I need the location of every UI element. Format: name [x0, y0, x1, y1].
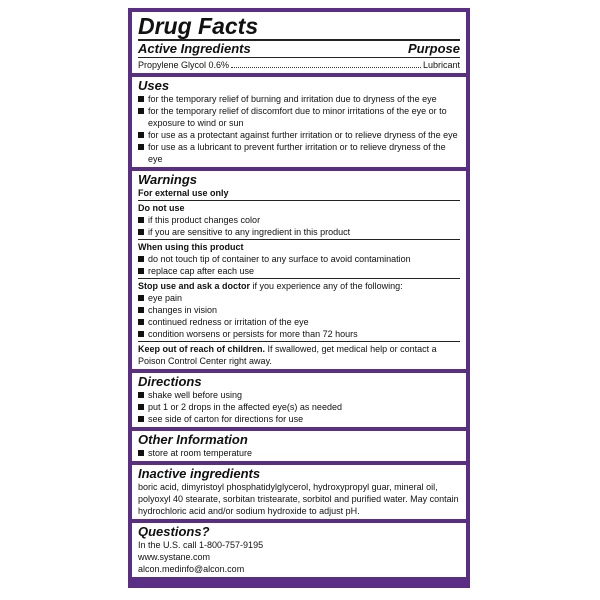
other-info-panel	[132, 431, 466, 461]
warnings-rule	[138, 341, 460, 342]
list-item	[138, 304, 460, 316]
list-item-text: if you are sensitive to any ingredient in this product	[148, 227, 351, 237]
children-warning-heading: Keep out of reach of children.	[138, 344, 266, 354]
warnings-panel	[132, 171, 466, 369]
inactive-text: boric acid, dimyristoyl phosphatidylglycerol, hydroxypropyl guar, mineral oil, polyoxyl 40 stearate, sorbitan tristearate, sorbitol and purified water. May contain hydrochloric acid and/or sodium hydroxide to adjust pH.	[138, 482, 459, 516]
questions-email: alcon.medinfo@alcon.com	[138, 564, 245, 574]
list-item-text: continued redness or irritation of the eye	[148, 317, 309, 327]
title-panel	[132, 12, 466, 73]
stop-use-text: if you experience any of the following:	[250, 281, 403, 291]
active-header-row	[138, 41, 460, 56]
active-ingredients-heading: Active Ingredients	[138, 41, 251, 56]
list-item-text: for the temporary relief of burning and irritation due to dryness of the eye	[148, 94, 437, 104]
active-ingredient: Propylene Glycol 0.6%	[138, 60, 230, 70]
inactive-panel	[132, 465, 466, 519]
list-item	[138, 316, 460, 328]
questions-phone: In the U.S. call 1-800-757-9195	[138, 540, 264, 550]
stop-use-heading: Stop use and ask a doctor	[138, 281, 251, 291]
bullet-square-icon	[138, 319, 144, 325]
warnings-rule	[138, 200, 460, 201]
list-item	[138, 129, 460, 141]
list-item	[138, 253, 460, 265]
do-not-use-heading: Do not use	[138, 203, 185, 213]
bullet-square-icon	[138, 217, 144, 223]
other-info-heading: Other Information	[138, 432, 248, 447]
list-item-text: for use as a protectant against further irritation or to relieve dryness of the eye	[148, 130, 458, 140]
uses-heading: Uses	[138, 78, 170, 93]
list-item-text: if this product changes color	[148, 215, 261, 225]
list-item	[138, 214, 460, 226]
list-item-text: eye pain	[148, 293, 183, 303]
list-item-text: do not touch tip of container to any surface to avoid contamination	[148, 254, 411, 264]
list-item	[138, 93, 460, 105]
list-item-text: for the temporary relief of discomfort due to minor irritations of the eye or to exposure to wind or sun	[148, 106, 447, 128]
bullet-square-icon	[138, 404, 144, 410]
active-purpose: Lubricant	[422, 60, 460, 70]
drug-facts-title: Drug Facts	[138, 13, 259, 39]
list-item-text: changes in vision	[148, 305, 218, 315]
list-item-text: see side of carton for directions for use	[148, 414, 304, 424]
list-item	[138, 105, 460, 129]
list-item	[138, 389, 460, 401]
leader-dots	[231, 67, 421, 68]
list-item-text: for use as a lubricant to prevent further irritation or to relieve dryness of the eye	[148, 142, 446, 164]
list-item-text: put 1 or 2 drops in the affected eye(s) as needed	[148, 402, 342, 412]
bullet-square-icon	[138, 132, 144, 138]
drug-facts-label	[128, 8, 470, 588]
bullet-square-icon	[138, 256, 144, 262]
bullet-square-icon	[138, 307, 144, 313]
list-item	[138, 401, 460, 413]
stop-use-line	[138, 280, 460, 292]
active-ingredient-row	[138, 59, 460, 71]
bullet-square-icon	[138, 144, 144, 150]
bullet-square-icon	[138, 295, 144, 301]
questions-heading: Questions?	[138, 524, 210, 539]
children-warning	[138, 343, 460, 367]
bullet-square-icon	[138, 268, 144, 274]
warnings-rule	[138, 239, 460, 240]
purpose-heading: Purpose	[407, 41, 460, 56]
active-rule	[138, 57, 460, 58]
inactive-heading: Inactive ingredients	[138, 466, 261, 481]
list-item-text: condition worsens or persists for more than 72 hours	[148, 329, 358, 339]
list-item-text: shake well before using	[148, 390, 243, 400]
children-warning-text: If swallowed, get medical help or contact a Poison Control Center right away.	[138, 344, 437, 366]
bullet-square-icon	[138, 108, 144, 114]
bullet-square-icon	[138, 450, 144, 456]
bullet-square-icon	[138, 229, 144, 235]
list-item	[138, 141, 460, 165]
directions-heading: Directions	[138, 374, 202, 389]
bullet-square-icon	[138, 416, 144, 422]
uses-panel	[132, 77, 466, 167]
list-item	[138, 447, 460, 459]
list-item	[138, 328, 460, 340]
warnings-heading: Warnings	[138, 172, 197, 187]
list-item-text: store at room temperature	[148, 448, 253, 458]
list-item	[138, 226, 460, 238]
list-item	[138, 265, 460, 277]
directions-panel	[132, 373, 466, 427]
warnings-rule	[138, 278, 460, 279]
external-use-text: For external use only	[138, 188, 229, 198]
bullet-square-icon	[138, 96, 144, 102]
when-using-heading: When using this product	[138, 242, 244, 252]
list-item	[138, 413, 460, 425]
bullet-square-icon	[138, 392, 144, 398]
list-item-text: replace cap after each use	[148, 266, 255, 276]
bullet-square-icon	[138, 331, 144, 337]
questions-panel	[132, 523, 466, 577]
list-item	[138, 292, 460, 304]
questions-website: www.systane.com	[138, 552, 211, 562]
